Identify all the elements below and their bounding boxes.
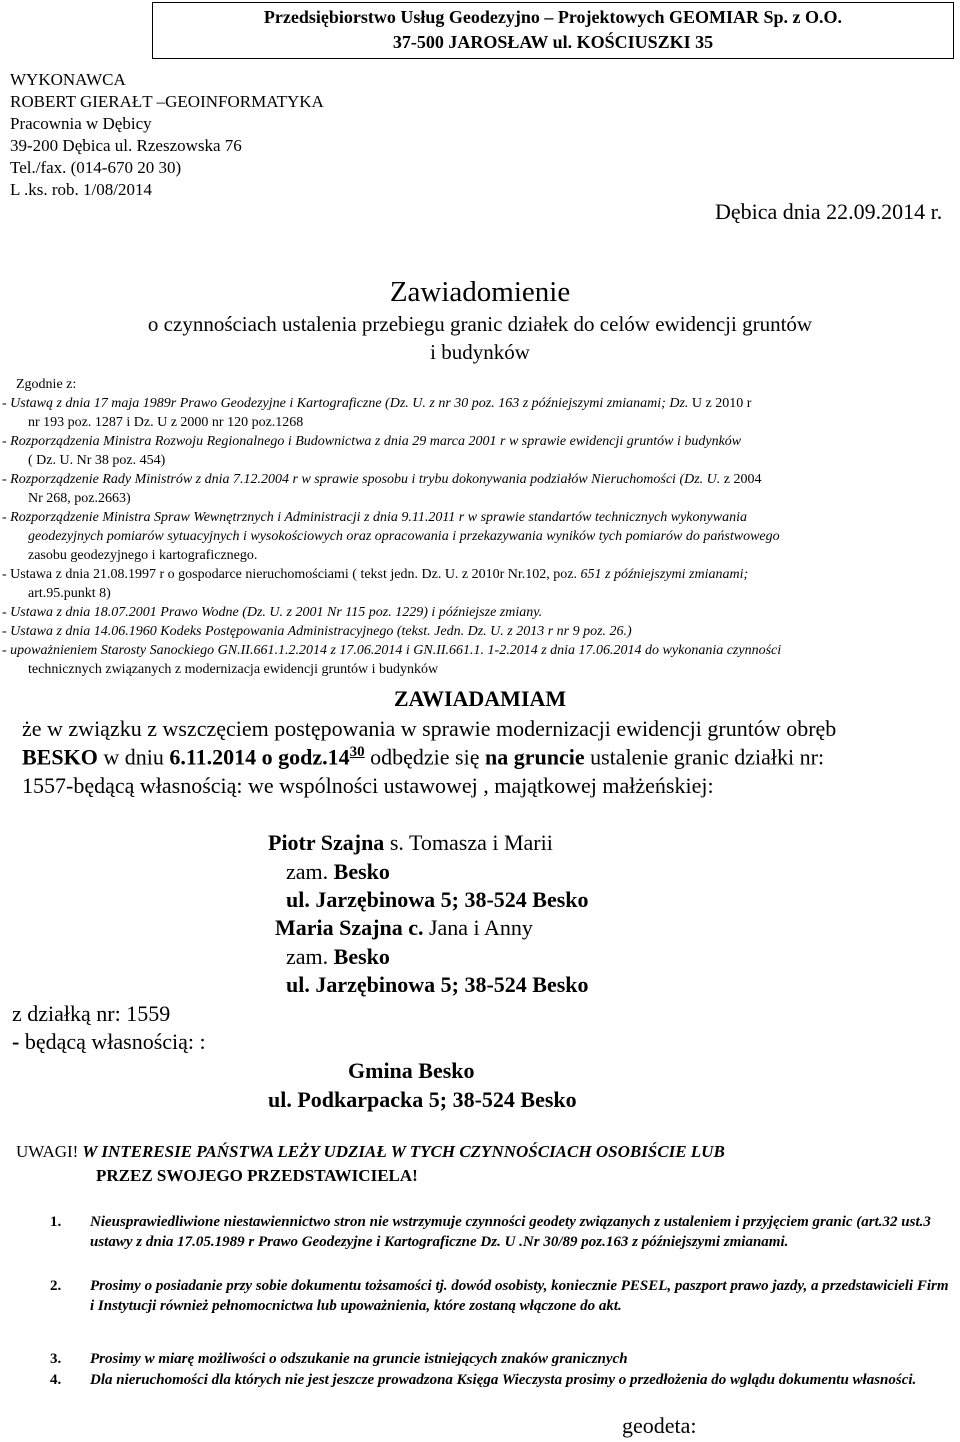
legal-item: - Ustawą z dnia 17 maja 1989r Prawo Geodezyjne i Kartograficzne (Dz. U. z nr 30 poz. 163 z późniejszymi zmianami; Dz. U z 2010 r bbox=[2, 396, 752, 411]
basis-label: Zgodnie z: bbox=[16, 377, 77, 392]
contractor-name: ROBERT GIERAŁT –GEOINFORMATYKA bbox=[10, 92, 324, 111]
legal-item-cont: Nr 268, poz.2663) bbox=[28, 491, 131, 506]
warning-line-cont: PRZEZ SWOJEGO PRZEDSTAWICIELA! bbox=[96, 1166, 418, 1185]
contractor-label: WYKONAWCA bbox=[10, 70, 126, 89]
owner-residence: zam. Besko bbox=[286, 859, 390, 884]
legal-item-cont: nr 193 poz. 1287 i Dz. U z 2000 nr 120 poz.1268 bbox=[28, 415, 304, 430]
legal-item-cont: geodezyjnych pomiarów sytuacyjnych i wysokościowych oraz opracowania i przekazywania wyników tych pomiarów do państwowego bbox=[28, 529, 780, 544]
contractor-address: 39-200 Dębica ul. Rzeszowska 76 bbox=[10, 136, 242, 155]
document-title: Zawiadomienie bbox=[389, 276, 571, 308]
contractor-ref: L .ks. rob. 1/08/2014 bbox=[10, 180, 152, 199]
owner-name: Maria Szajna c. Jana i Anny bbox=[275, 915, 533, 940]
legal-item-cont: zasobu geodezyjnego i kartograficznego. bbox=[28, 548, 258, 563]
owner-address: ul. Podkarpacka 5; 38-524 Besko bbox=[268, 1087, 577, 1112]
legal-item-cont: ( Dz. U. Nr 38 poz. 454) bbox=[28, 453, 166, 468]
document-subtitle-cont: i budynków bbox=[430, 340, 530, 364]
plot-number: z działką nr: 1559 bbox=[12, 1001, 171, 1026]
contractor-office: Pracownia w Dębicy bbox=[10, 114, 152, 133]
body-line: że w związku z wszczęciem postępowania w sprawie modernizacji ewidencji gruntów obręb bbox=[22, 716, 837, 741]
owner-residence: zam. Besko bbox=[286, 944, 390, 969]
company-header-box bbox=[152, 2, 954, 59]
owner-address: ul. Jarzębinowa 5; 38-524 Besko bbox=[286, 972, 589, 997]
document-subtitle: o czynnościach ustalenia przebiegu granic działek do celów ewidencji gruntów bbox=[147, 312, 813, 336]
document-date: Dębica dnia 22.09.2014 r. bbox=[715, 199, 943, 224]
company-address: 37-500 JAROSŁAW ul. KOŚCIUSZKI 35 bbox=[392, 32, 714, 52]
company-name: Przedsiębiorstwo Usług Geodezyjno – Projektowych GEOMIAR Sp. z O.O. bbox=[263, 7, 843, 27]
owner-name: Gmina Besko bbox=[348, 1058, 475, 1083]
signature-label: geodeta: bbox=[622, 1413, 697, 1438]
legal-item: - Ustawa z dnia 21.08.1997 r o gospodarce nieruchomościami ( tekst jedn. Dz. U. z 2010r Nr.102, poz. 651 z późniejszymi zmianami; bbox=[2, 567, 749, 582]
owner-name: Piotr Szajna s. Tomasza i Marii bbox=[268, 830, 553, 855]
legal-item: - Rozporządzenie Ministra Spraw Wewnętrznych i Administracji z dnia 9.11.2011 r w sprawie standartów technicznych wykonywania bbox=[2, 510, 747, 525]
body-line: BESKO w dniu 6.11.2014 o $godz.14^{30}$ odbędzie się na gruncie ustalenie granic działki nr: bbox=[22, 744, 825, 770]
plot-ownership: - będącą własnością: : bbox=[12, 1029, 206, 1054]
owner-address: ul. Jarzębinowa 5; 38-524 Besko bbox=[286, 887, 589, 912]
contractor-phone: Tel./fax. (014-670 20 30) bbox=[10, 158, 182, 177]
legal-item: - Rozporządzenia Ministra Rozwoju Regionalnego i Budownictwa z dnia 29 marca 2001 r w sprawie ewidencji gruntów i budynków bbox=[2, 434, 742, 449]
legal-item-cont: technicznych związanych z modernizacja ewidencji gruntów i budynków bbox=[28, 662, 439, 677]
legal-item: - Rozporządzenie Rady Ministrów z dnia 7.12.2004 r w sprawie sposobu i trybu dokonywania podziałów Nieruchomości (Dz. U. z 2004 bbox=[2, 472, 762, 487]
notice-heading: ZAWIADAMIAM bbox=[393, 686, 567, 711]
legal-item: - upoważnieniem Starosty Sanockiego GN.II.661.1.2.2014 z 17.06.2014 i GN.II.661.1. 1-2.2014 z dnia 17.06.2014 do wykonania czynności bbox=[2, 643, 782, 658]
legal-item: - Ustawa z dnia 18.07.2001 Prawo Wodne (Dz. U. z 2001 Nr 115 poz. 1229) i późniejsze zmiany. bbox=[2, 605, 543, 620]
legal-item-cont: art.95.punkt 8) bbox=[28, 586, 111, 601]
body-line: 1557-będącą własnością: we wspólności ustawowej , majątkowej małżeńskiej: bbox=[22, 773, 714, 798]
warning-line: UWAGI! W INTERESIE PAŃSTWA LEŻY UDZIAŁ W TYCH CZYNNOŚCIACH OSOBIŚCIE LUB bbox=[16, 1142, 725, 1161]
legal-item: - Ustawa z dnia 14.06.1960 Kodeks Postępowania Administracyjnego (tekst. Jedn. Dz. U. z 2013 r nr 9 poz. 26.) bbox=[2, 624, 632, 639]
